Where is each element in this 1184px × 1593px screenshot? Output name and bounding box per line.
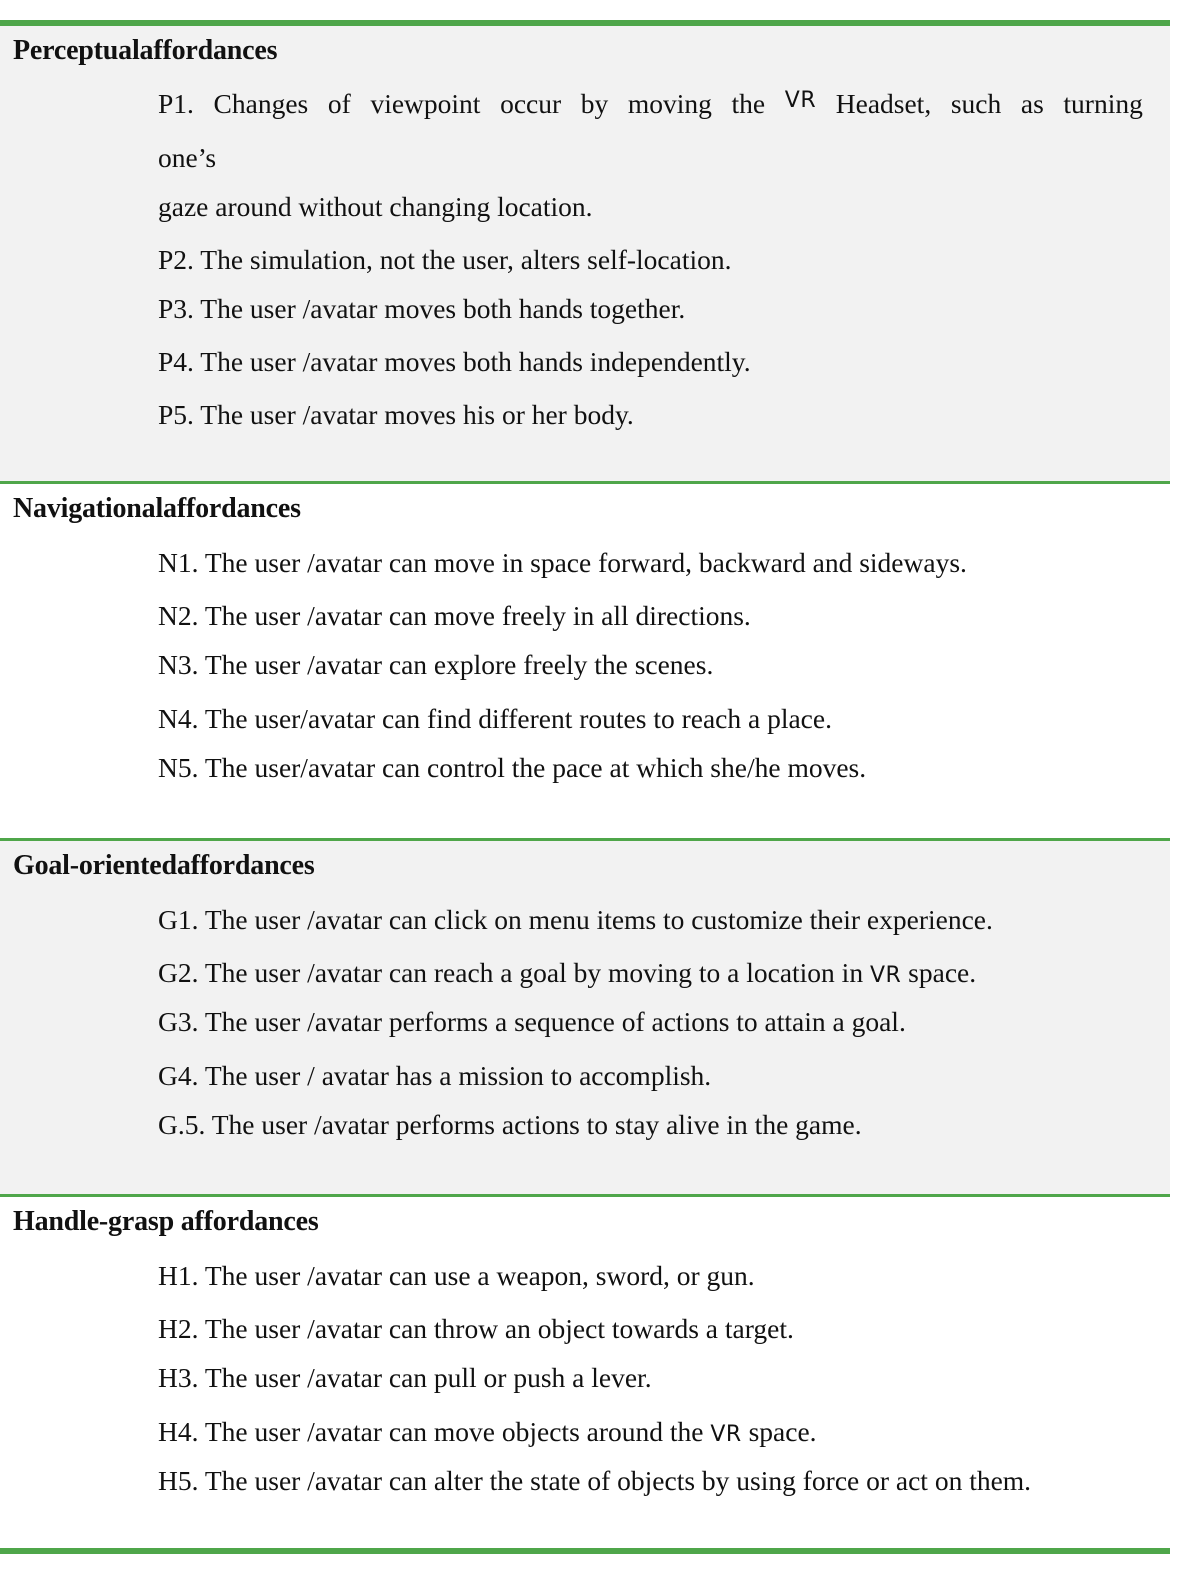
list-item-h4: H4. The user /avatar can move objects around the VR space. xyxy=(158,1416,817,1447)
list-item-p3: P3. The user /avatar moves both hands together. xyxy=(158,293,686,324)
list-item-p1-cont-2: gaze around without changing location. xyxy=(158,191,593,222)
list-item-p2: P2. The simulation, not the user, alters self-location. xyxy=(158,244,732,275)
word: Changes xyxy=(213,88,309,119)
section-heading: Perceptualaffordances xyxy=(13,35,278,66)
section-goal-oriented xyxy=(0,841,1170,1194)
word: viewpoint xyxy=(370,88,481,119)
section-perceptual xyxy=(0,26,1170,482)
list-item-n3: N3. The user /avatar can explore freely the scenes. xyxy=(158,649,714,680)
section-heading: Navigationalaffordances xyxy=(13,493,301,524)
list-item-h1: H1. The user /avatar can use a weapon, sword, or gun. xyxy=(158,1260,755,1291)
list-item-p1 xyxy=(158,88,1143,120)
word: occur xyxy=(500,88,562,119)
section-handle-grasp xyxy=(0,1197,1170,1545)
vr-abbrev: VR xyxy=(869,963,902,988)
list-item-g3: G3. The user /avatar performs a sequence of actions to attain a goal. xyxy=(158,1006,906,1037)
list-item-g5: G.5. The user /avatar performs actions to stay alive in the game. xyxy=(158,1109,862,1140)
word: moving xyxy=(627,88,712,119)
list-item-h3: H3. The user /avatar can pull or push a lever. xyxy=(158,1362,652,1393)
list-item-p4: P4. The user /avatar moves both hands independently. xyxy=(158,346,751,377)
word: the xyxy=(731,88,766,119)
list-item-n2: N2. The user /avatar can move freely in all directions. xyxy=(158,600,751,631)
list-item-p5: P5. The user /avatar moves his or her body. xyxy=(158,399,634,430)
section-heading: Goal-orientedaffordances xyxy=(13,850,315,881)
list-item-h2: H2. The user /avatar can throw an object towards a target. xyxy=(158,1313,794,1344)
list-item-n4: N4. The user/avatar can find different routes to reach a place. xyxy=(158,703,832,734)
section-heading: Handle-grasp affordances xyxy=(13,1206,319,1237)
word: by xyxy=(580,88,609,119)
word: Headset, xyxy=(835,88,932,119)
word: such xyxy=(950,88,1002,119)
list-item-g1: G1. The user /avatar can click on menu items to customize their experience. xyxy=(158,904,993,935)
word: P1. xyxy=(158,88,194,119)
word: VR xyxy=(784,88,817,113)
word: of xyxy=(327,88,351,119)
bottom-rule xyxy=(0,1548,1170,1554)
list-item-n5: N5. The user/avatar can control the pace at which she/he moves. xyxy=(158,752,867,783)
word: as xyxy=(1020,88,1044,119)
list-item-p1-cont-1: one’s xyxy=(158,142,217,173)
list-item-h5: H5. The user /avatar can alter the state of objects by using force or act on them. xyxy=(158,1465,1032,1496)
list-item-g2: G2. The user /avatar can reach a goal by moving to a location in VR space. xyxy=(158,957,977,988)
vr-abbrev: VR xyxy=(710,1422,742,1447)
section-navigational xyxy=(0,484,1170,838)
list-item-n1: N1. The user /avatar can move in space forward, backward and sideways. xyxy=(158,547,967,578)
list-item-g4: G4. The user / avatar has a mission to accomplish. xyxy=(158,1060,712,1091)
word: turning xyxy=(1063,88,1143,119)
